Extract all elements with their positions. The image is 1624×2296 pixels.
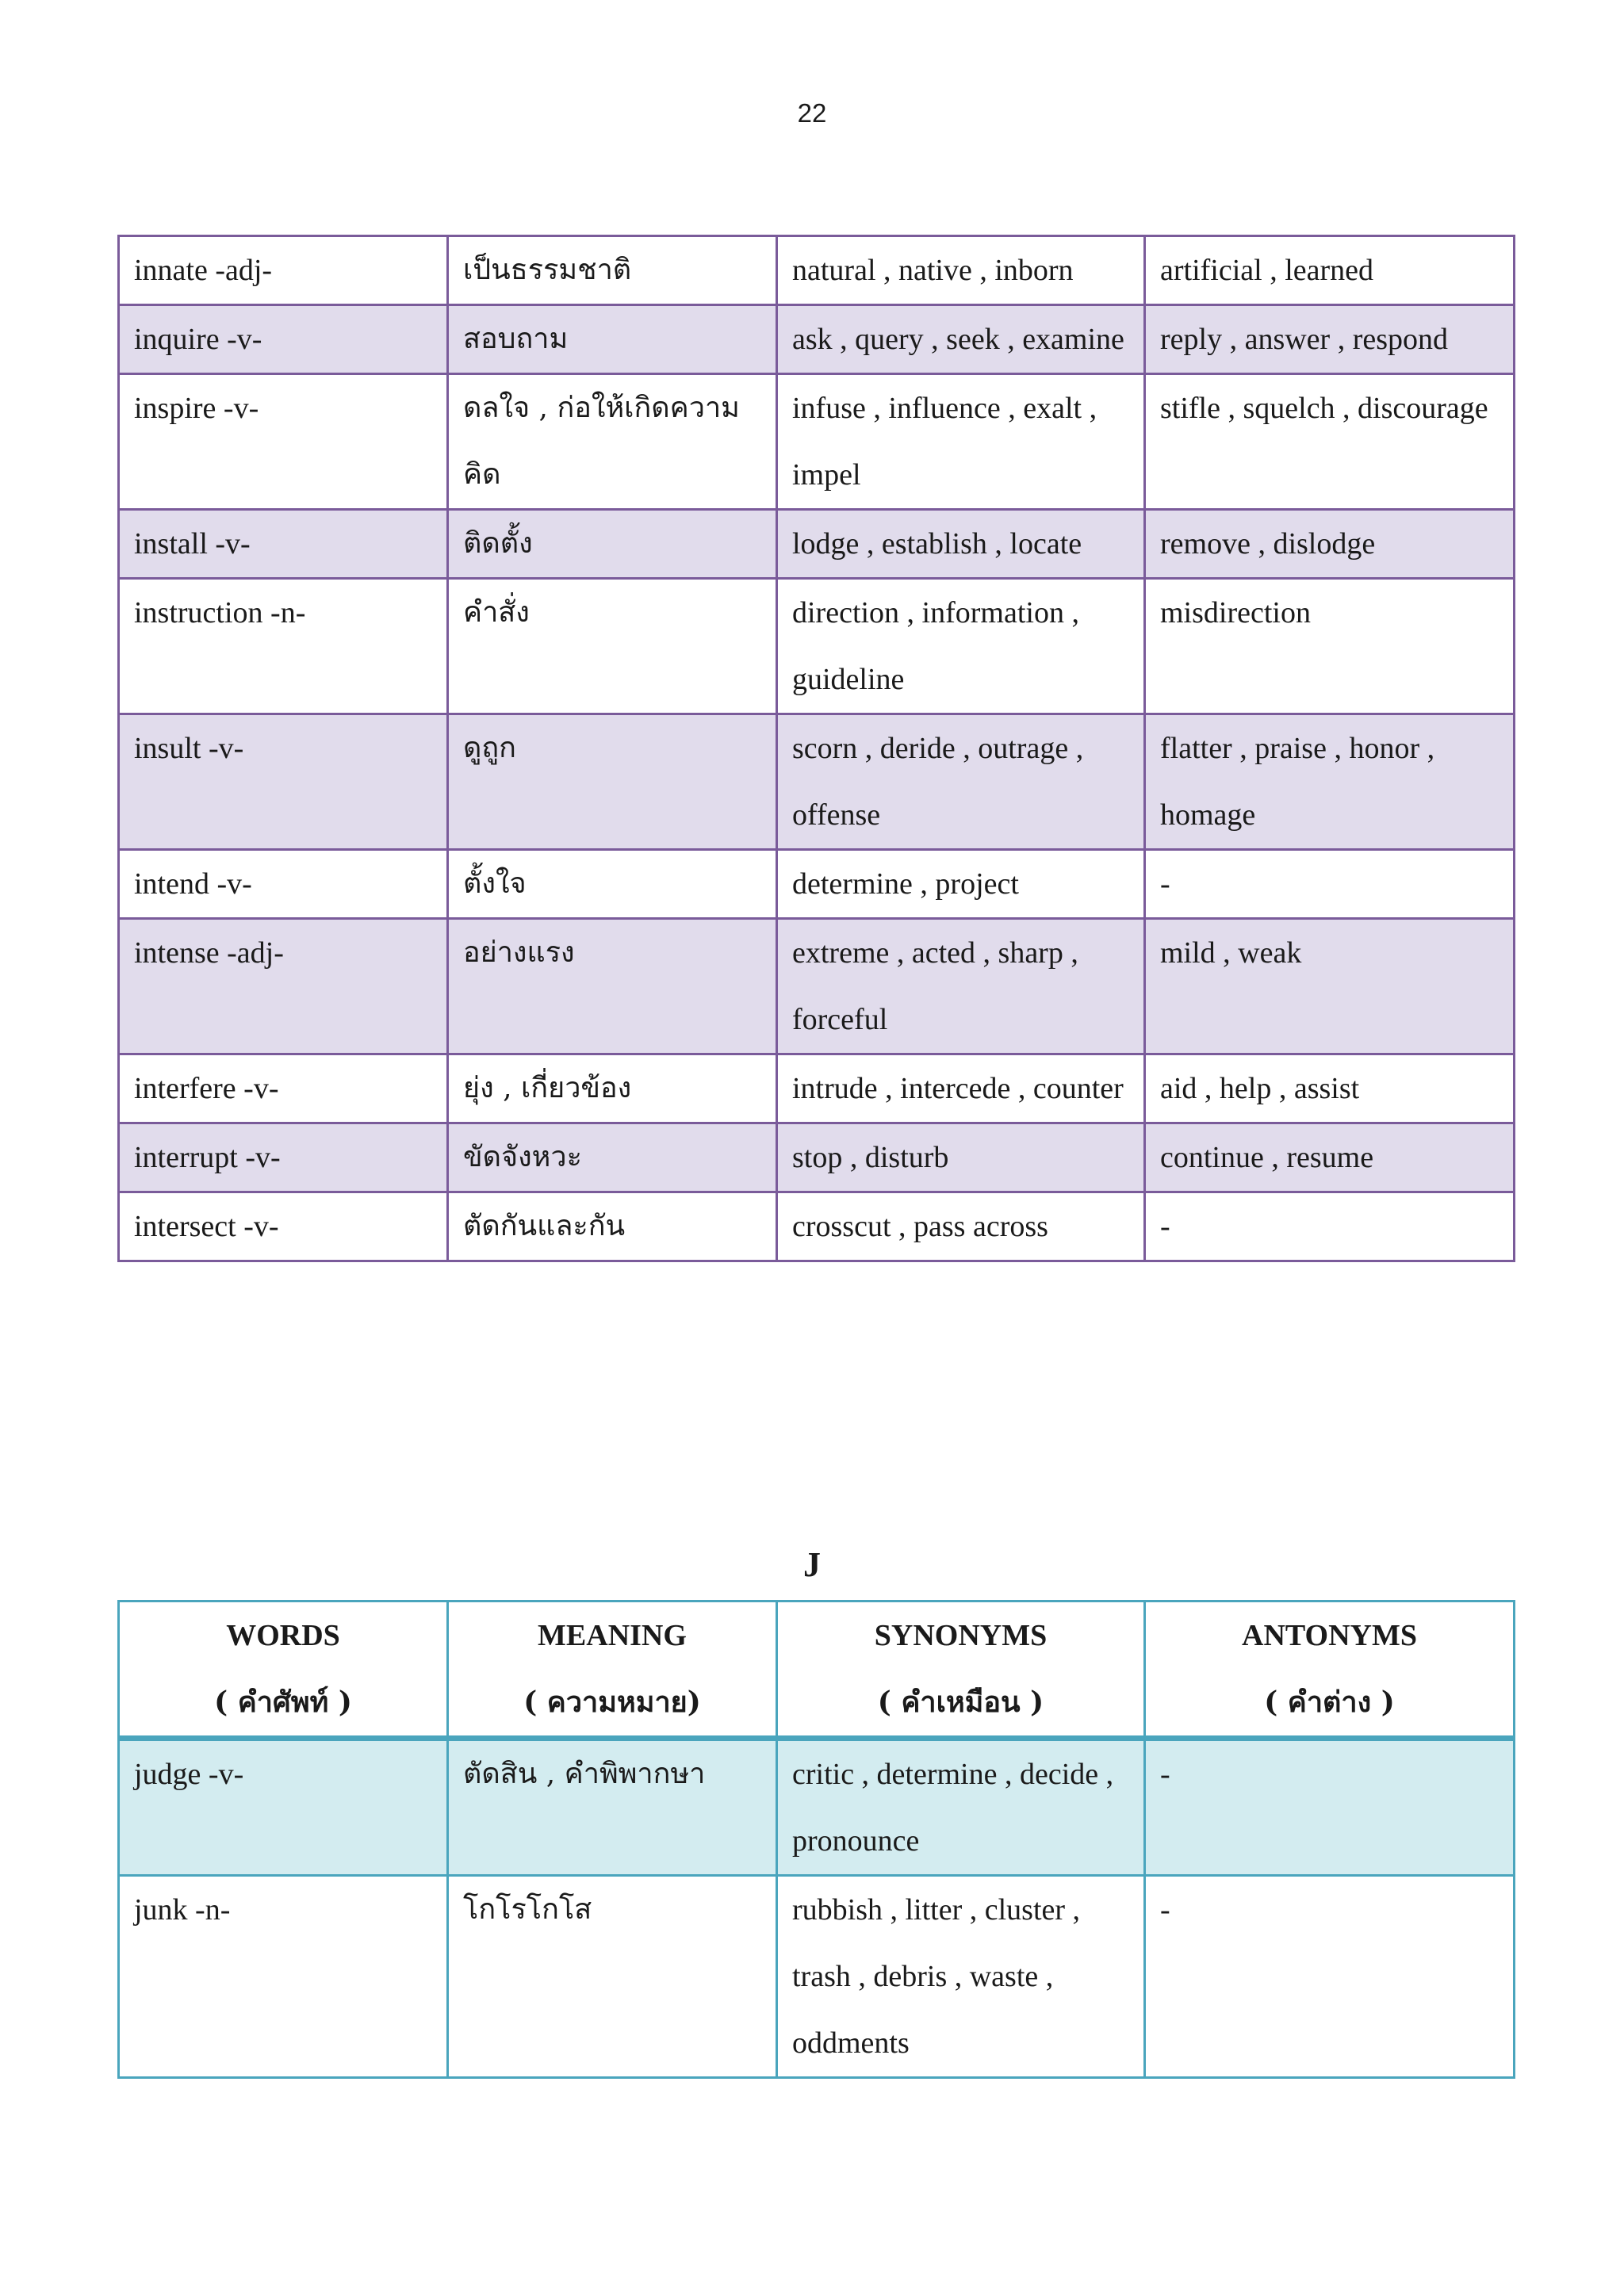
antonyms-cell: aid , help , assist	[1145, 1054, 1515, 1123]
synonyms-cell: direction , information , guideline	[777, 579, 1145, 714]
meaning-cell: โกโรโกโส	[448, 1876, 777, 2078]
meaning-cell: คำสั่ง	[448, 579, 777, 714]
word-cell: judge -v-	[119, 1739, 448, 1876]
synonyms-cell: scorn , deride , outrage , offense	[777, 714, 1145, 850]
table-row	[119, 1876, 1515, 2078]
table-row	[119, 374, 1515, 510]
word-cell: junk -n-	[119, 1876, 448, 2078]
word-cell: interrupt -v-	[119, 1123, 448, 1192]
word-cell: interfere -v-	[119, 1054, 448, 1123]
meaning-cell: ตั้งใจ	[448, 850, 777, 919]
header-synonyms-th: ( คำเหมือน )	[877, 1686, 1044, 1719]
vocabulary-table-j	[117, 1600, 1515, 2079]
antonyms-cell: misdirection	[1145, 579, 1515, 714]
synonyms-cell: infuse , influence , exalt , impel	[777, 374, 1145, 510]
header-words-th: ( คำศัพท์ )	[214, 1686, 352, 1719]
word-cell: intend -v-	[119, 850, 448, 919]
synonyms-cell: rubbish , litter , cluster , trash , debris , waste , oddments	[777, 1876, 1145, 2078]
meaning-cell: ตัดกันและกัน	[448, 1192, 777, 1261]
header-synonyms	[777, 1601, 1145, 1739]
antonyms-cell: continue , resume	[1145, 1123, 1515, 1192]
antonyms-cell: reply , answer , respond	[1145, 305, 1515, 374]
word-cell: inquire -v-	[119, 305, 448, 374]
table-row	[119, 714, 1515, 850]
word-cell: innate -adj-	[119, 236, 448, 305]
meaning-cell: ดลใจ , ก่อให้เกิดความคิด	[448, 374, 777, 510]
word-cell: instruction -n-	[119, 579, 448, 714]
antonyms-cell: -	[1145, 850, 1515, 919]
meaning-cell: ขัดจังหวะ	[448, 1123, 777, 1192]
synonyms-cell: intrude , intercede , counter	[777, 1054, 1145, 1123]
meaning-cell: อย่างแรง	[448, 919, 777, 1054]
synonyms-cell: extreme , acted , sharp , forceful	[777, 919, 1145, 1054]
antonyms-cell: stifle , squelch , discourage	[1145, 374, 1515, 510]
antonyms-cell: flatter , praise , honor , homage	[1145, 714, 1515, 850]
table-header-row	[119, 1601, 1515, 1739]
page-number: 22	[797, 98, 827, 128]
antonyms-cell: mild , weak	[1145, 919, 1515, 1054]
header-antonyms	[1145, 1601, 1515, 1739]
table-row	[119, 1739, 1515, 1876]
table-row	[119, 1123, 1515, 1192]
word-cell: intersect -v-	[119, 1192, 448, 1261]
antonyms-cell: -	[1145, 1739, 1515, 1876]
meaning-cell: ดูถูก	[448, 714, 777, 850]
meaning-cell: สอบถาม	[448, 305, 777, 374]
header-meaning	[448, 1601, 777, 1739]
table-row	[119, 579, 1515, 714]
header-antonyms-en: ANTONYMS	[1242, 1619, 1417, 1652]
synonyms-cell: natural , native , inborn	[777, 236, 1145, 305]
word-cell: insult -v-	[119, 714, 448, 850]
meaning-cell: ตัดสิน , คำพิพากษา	[448, 1739, 777, 1876]
header-synonyms-en: SYNONYMS	[874, 1619, 1048, 1652]
vocabulary-table-i	[117, 235, 1515, 1262]
meaning-cell: ติดตั้ง	[448, 510, 777, 579]
synonyms-cell: determine , project	[777, 850, 1145, 919]
header-words	[119, 1601, 448, 1739]
table-row	[119, 850, 1515, 919]
synonyms-cell: crosscut , pass across	[777, 1192, 1145, 1261]
antonyms-cell: -	[1145, 1876, 1515, 2078]
antonyms-cell: artificial , learned	[1145, 236, 1515, 305]
antonyms-cell: remove , dislodge	[1145, 510, 1515, 579]
synonyms-cell: ask , query , seek , examine	[777, 305, 1145, 374]
synonyms-cell: stop , disturb	[777, 1123, 1145, 1192]
meaning-cell: ยุ่ง , เกี่ยวข้อง	[448, 1054, 777, 1123]
header-meaning-th: ( ความหมาย)	[523, 1686, 701, 1719]
section-letter-heading: J	[803, 1545, 821, 1584]
table-row	[119, 510, 1515, 579]
meaning-cell: เป็นธรรมชาติ	[448, 236, 777, 305]
antonyms-cell: -	[1145, 1192, 1515, 1261]
word-cell: intense -adj-	[119, 919, 448, 1054]
word-cell: inspire -v-	[119, 374, 448, 510]
synonyms-cell: lodge , establish , locate	[777, 510, 1145, 579]
header-words-en: WORDS	[226, 1619, 340, 1652]
table-row	[119, 305, 1515, 374]
table-row	[119, 1192, 1515, 1261]
table-row	[119, 236, 1515, 305]
header-meaning-en: MEANING	[538, 1619, 687, 1652]
table-row	[119, 1054, 1515, 1123]
word-cell: install -v-	[119, 510, 448, 579]
synonyms-cell: critic , determine , decide , pronounce	[777, 1739, 1145, 1876]
header-antonyms-th: ( คำต่าง )	[1264, 1686, 1395, 1719]
table-row	[119, 919, 1515, 1054]
